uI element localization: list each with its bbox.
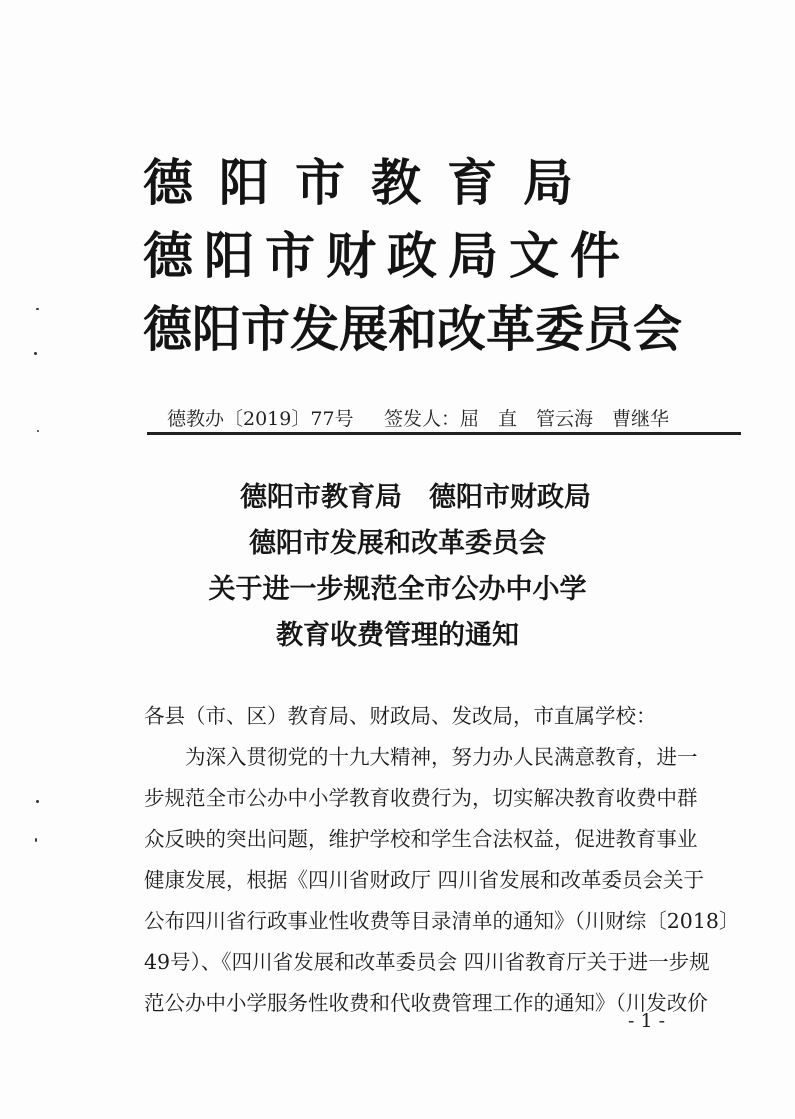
paragraph-line: 健康发展，根据《四川省财政厅 四川省发展和改革委员会关于 [144,868,705,892]
issuer-finance-bureau: 德阳市财政局文件 [143,227,631,285]
paragraph-line: 为深入贯彻党的十九大精神，努力办人民满意教育，进一 [185,745,698,769]
page-number: - 1 - [628,1010,666,1032]
scan-speck [34,352,37,355]
paragraph-line: 步规范全市公办中小学教育收费行为，切实解决教育收费中群 [144,786,698,810]
issuer-development-commission: 德阳市发展和改革委员会 [143,301,683,358]
title-line-4: 教育收费管理的通知 [276,620,519,651]
title-line-1: 德阳市教育局 德阳市财政局 [240,482,591,513]
document-number: 德教办〔2019〕77号 [167,408,354,430]
scan-speck [35,838,37,842]
document-title [0,475,795,659]
paragraph-line: 公布四川省行政事业性收费等目录清单的通知》（川财综〔2018〕 [144,909,740,933]
scan-speck [37,430,39,432]
paragraph-line: 众反映的突出问题，维护学校和学生合法权益，促进教育事业 [144,827,698,851]
scan-speck [36,800,39,803]
header-divider [147,432,741,435]
paragraph-line: 49号）、《四川省发展和改革委员会 四川省教育厅关于进一步规 [144,950,710,974]
issuer-education-bureau: 德阳市教育局 [143,154,599,212]
document-meta [0,404,795,434]
title-line-2: 德阳市发展和改革委员会 [249,528,546,559]
signers: 签发人：屈 直 管云海 曹继华 [384,408,670,430]
salutation: 各县（市、区）教育局、财政局、发改局，市直属学校： [144,704,657,728]
paragraph-line: 范公办中小学服务性收费和代收费管理工作的通知》（川发改价 [144,991,708,1015]
body-text [144,696,740,1024]
scan-speck [36,308,39,310]
title-line-3: 关于进一步规范全市公办中小学 [208,574,587,605]
